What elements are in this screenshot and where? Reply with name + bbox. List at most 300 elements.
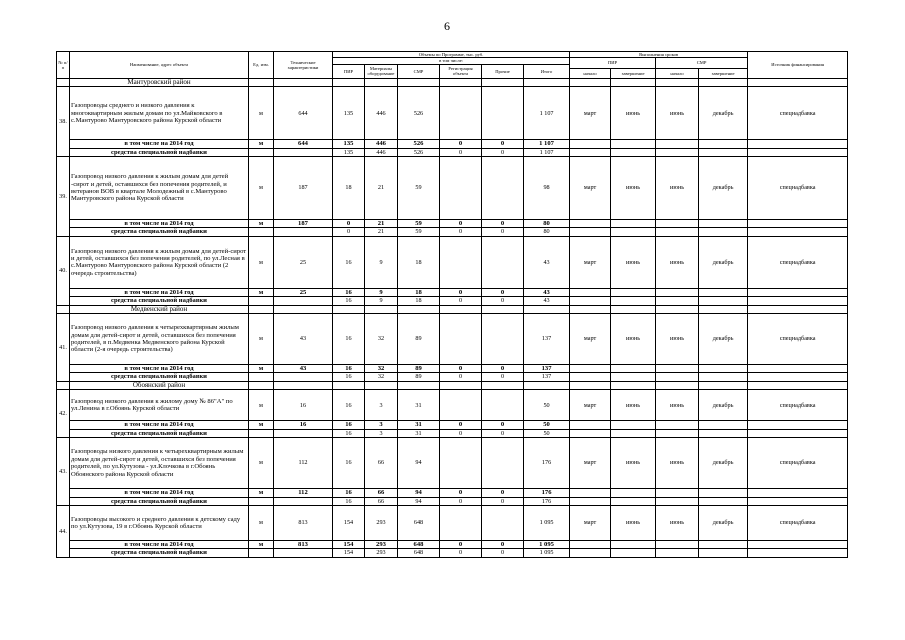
empty-cell [570,220,611,228]
registration-cell [440,236,482,288]
smr-cell: 526 [398,148,440,156]
materials-cell: 21 [365,157,398,220]
subtotal-year-row [57,140,848,148]
header-total: Итого [524,64,570,78]
pir-start-cell: март [570,505,611,540]
empty-cell [656,228,699,236]
pir-end-cell: июнь [611,236,656,288]
total-cell: 43 [524,236,570,288]
subtotal-year-row [57,421,848,429]
empty-cell [398,305,440,313]
other-cell: 0 [482,365,524,373]
registration-cell: 0 [440,549,482,557]
smr-cell: 18 [398,297,440,305]
empty-cell [611,148,656,156]
total-cell: 176 [524,438,570,489]
other-cell: 0 [482,140,524,148]
empty-cell [365,305,398,313]
subtotal-year-label: в том числе на 2014 год [70,489,249,497]
other-cell [482,438,524,489]
special-surcharge-label: средства специальной надбавки [70,228,249,236]
tech-cell: 43 [274,365,333,373]
empty-cell [748,497,848,505]
tech-cell: 644 [274,140,333,148]
empty-cell [699,429,748,437]
materials-cell: 293 [365,549,398,557]
empty-cell [611,373,656,381]
subtotal-year-row [57,365,848,373]
empty-cell [611,549,656,557]
source-cell: спецнадбавка [748,505,848,540]
source-cell: спецнадбавка [748,438,848,489]
district-name: Медвенский район [70,305,249,313]
smr-cell: 59 [398,157,440,220]
header-incl: в том числе: [333,58,570,64]
source-cell: спецнадбавка [748,87,848,140]
empty-cell [611,429,656,437]
total-cell: 1 095 [524,505,570,540]
materials-cell: 9 [365,288,398,296]
pir-cell: 16 [333,489,365,497]
header-gas-reg: Регистрация объекта [440,64,482,78]
empty-cell [699,421,748,429]
subtotal-year-label: в том числе на 2014 год [70,220,249,228]
empty-cell [570,78,611,86]
empty-cell [570,489,611,497]
empty-cell [611,288,656,296]
empty-cell [748,373,848,381]
materials-cell: 21 [365,220,398,228]
materials-cell: 3 [365,429,398,437]
empty-cell [274,228,333,236]
other-cell: 0 [482,288,524,296]
special-surcharge-label: средства специальной надбавки [70,297,249,305]
other-cell: 0 [482,228,524,236]
empty-cell [748,305,848,313]
special-surcharge-row [57,148,848,156]
unit-cell: м [249,438,274,489]
empty-cell [274,497,333,505]
row-number: 43. [57,438,70,506]
smr-cell: 89 [398,365,440,373]
header-pir-short: ПИР [570,58,656,68]
materials-cell: 21 [365,228,398,236]
other-cell [482,157,524,220]
pir-start-cell: март [570,157,611,220]
empty-cell [611,297,656,305]
other-cell: 0 [482,489,524,497]
unit-cell: м [249,87,274,140]
other-cell: 0 [482,373,524,381]
materials-cell: 446 [365,140,398,148]
empty-cell [440,381,482,389]
registration-cell: 0 [440,365,482,373]
unit-cell: м [249,140,274,148]
table-row [57,505,848,540]
row-number: 42. [57,390,70,438]
empty-cell [570,549,611,557]
registration-cell: 0 [440,220,482,228]
empty-cell [249,373,274,381]
empty-cell [748,365,848,373]
empty-cell [656,140,699,148]
row-number: 38. [57,87,70,157]
empty-cell [440,78,482,86]
tech-cell: 112 [274,489,333,497]
registration-cell: 0 [440,288,482,296]
empty-cell [524,305,570,313]
tech-cell: 187 [274,157,333,220]
special-surcharge-label: средства специальной надбавки [70,549,249,557]
empty-cell [656,305,699,313]
other-cell: 0 [482,497,524,505]
pir-start-cell: март [570,438,611,489]
empty-cell [748,297,848,305]
pir-cell: 0 [333,220,365,228]
total-cell: 1 095 [524,549,570,557]
materials-cell: 3 [365,390,398,421]
subtotal-year-label: в том числе на 2014 год [70,421,249,429]
empty-cell [482,381,524,389]
empty-cell [611,489,656,497]
empty-cell [570,297,611,305]
header-end-2: завершение [699,68,748,78]
registration-cell: 0 [440,421,482,429]
unit-cell: м [249,314,274,365]
materials-cell: 3 [365,421,398,429]
empty-cell [748,228,848,236]
total-cell: 137 [524,365,570,373]
unit-cell: м [249,390,274,421]
empty-cell [570,365,611,373]
header-smr: СМР [398,64,440,78]
registration-cell: 0 [440,228,482,236]
subtotal-year-row [57,288,848,296]
row-number: 39. [57,157,70,237]
empty-cell [699,540,748,548]
empty-cell [482,305,524,313]
empty-cell [748,140,848,148]
pir-cell: 16 [333,297,365,305]
empty-cell [274,373,333,381]
empty-cell [656,78,699,86]
smr-cell: 59 [398,228,440,236]
empty-cell [482,78,524,86]
empty-cell [365,381,398,389]
empty-cell [748,288,848,296]
smr-cell: 18 [398,288,440,296]
tech-cell: 16 [274,390,333,421]
empty-cell [570,373,611,381]
other-cell: 0 [482,421,524,429]
empty-cell [398,381,440,389]
empty-cell [699,140,748,148]
smr-end-cell: декабрь [699,157,748,220]
smr-cell: 18 [398,236,440,288]
materials-cell: 293 [365,540,398,548]
registration-cell: 0 [440,497,482,505]
pir-cell: 16 [333,236,365,288]
smr-start-cell: июнь [656,505,699,540]
empty-cell [249,429,274,437]
smr-end-cell: декабрь [699,438,748,489]
pir-cell: 154 [333,505,365,540]
object-name: Газопровод низкого давления к жилым домам для детей -сирот и детей, оставшихся без попечения родителей, и ветеранов ВОВ в квартале Молодежный в с.Мантурово Мантуровского района Курской области [70,157,249,220]
registration-cell: 0 [440,373,482,381]
total-cell: 1 107 [524,140,570,148]
total-cell: 80 [524,228,570,236]
empty-cell [656,288,699,296]
object-name: Газопровод низкого давления к жилому дому № 86"А" по ул.Ленина в г.Обоянь Курской области [70,390,249,421]
pir-cell: 0 [333,228,365,236]
smr-start-cell: июнь [656,438,699,489]
empty-cell [699,297,748,305]
table-row [57,438,848,489]
table-row [57,87,848,140]
source-cell: спецнадбавка [748,236,848,288]
smr-cell: 526 [398,87,440,140]
pir-end-cell: июнь [611,438,656,489]
empty-cell [699,288,748,296]
other-cell: 0 [482,220,524,228]
total-cell: 176 [524,489,570,497]
header-start: начало [570,68,611,78]
registration-cell: 0 [440,489,482,497]
pir-cell: 16 [333,365,365,373]
total-cell: 1 095 [524,540,570,548]
empty-cell [748,220,848,228]
total-cell: 137 [524,314,570,365]
empty-cell [748,148,848,156]
empty-cell [249,78,274,86]
empty-cell [570,305,611,313]
pir-end-cell: июнь [611,157,656,220]
pir-end-cell: июнь [611,87,656,140]
row-number: 44. [57,505,70,557]
empty-cell [699,365,748,373]
header-num: № п/п [57,52,70,79]
unit-cell: м [249,288,274,296]
smr-cell: 31 [398,421,440,429]
pir-cell: 16 [333,429,365,437]
empty-cell [249,549,274,557]
unit-cell: м [249,157,274,220]
unit-cell: м [249,421,274,429]
total-cell: 80 [524,220,570,228]
table-row [57,157,848,220]
other-cell: 0 [482,297,524,305]
smr-cell: 31 [398,390,440,421]
smr-cell: 59 [398,220,440,228]
empty-cell [274,549,333,557]
empty-cell [656,489,699,497]
subtotal-year-row [57,220,848,228]
empty-cell [570,429,611,437]
district-row [57,381,848,389]
empty-cell [699,381,748,389]
empty-cell [656,297,699,305]
header-deadlines: Выполнения сроков [570,52,748,58]
smr-cell: 648 [398,540,440,548]
materials-cell: 446 [365,87,398,140]
empty-cell [748,540,848,548]
empty-cell [570,540,611,548]
unit-cell: м [249,489,274,497]
empty-cell [274,305,333,313]
other-cell [482,505,524,540]
empty-cell [524,78,570,86]
smr-cell: 89 [398,373,440,381]
empty-cell [656,365,699,373]
registration-cell [440,157,482,220]
materials-cell: 9 [365,236,398,288]
empty-cell [249,228,274,236]
pir-cell: 16 [333,288,365,296]
special-surcharge-label: средства специальной надбавки [70,373,249,381]
empty-cell [748,381,848,389]
pir-start-cell: март [570,314,611,365]
empty-cell [333,305,365,313]
empty-cell [748,489,848,497]
other-cell [482,314,524,365]
registration-cell [440,390,482,421]
empty-cell [570,381,611,389]
registration-cell [440,505,482,540]
empty-cell [699,220,748,228]
empty-cell [57,305,70,313]
smr-end-cell: декабрь [699,390,748,421]
smr-cell: 94 [398,438,440,489]
smr-cell: 94 [398,489,440,497]
other-cell: 0 [482,549,524,557]
special-surcharge-label: средства специальной надбавки [70,148,249,156]
unit-cell: м [249,220,274,228]
pir-cell: 154 [333,540,365,548]
materials-cell: 32 [365,373,398,381]
header-start-2: начало [656,68,699,78]
special-surcharge-row [57,549,848,557]
empty-cell [249,297,274,305]
empty-cell [570,148,611,156]
row-number: 41. [57,314,70,382]
empty-cell [249,305,274,313]
empty-cell [333,78,365,86]
total-cell: 50 [524,421,570,429]
table-row [57,236,848,288]
smr-cell: 31 [398,429,440,437]
empty-cell [611,228,656,236]
program-table [56,51,848,558]
empty-cell [570,228,611,236]
empty-cell [570,421,611,429]
empty-cell [699,305,748,313]
empty-cell [274,148,333,156]
smr-start-cell: июнь [656,157,699,220]
empty-cell [57,381,70,389]
source-cell: спецнадбавка [748,314,848,365]
header-pir: ПИР [333,64,365,78]
pir-cell: 135 [333,140,365,148]
registration-cell: 0 [440,540,482,548]
empty-cell [398,78,440,86]
total-cell: 98 [524,157,570,220]
total-cell: 176 [524,497,570,505]
smr-end-cell: декабрь [699,236,748,288]
empty-cell [365,78,398,86]
empty-cell [699,148,748,156]
special-surcharge-label: средства специальной надбавки [70,429,249,437]
materials-cell: 66 [365,497,398,505]
table-body [57,78,848,557]
header-unit: Ед. изм. [249,52,274,79]
materials-cell: 32 [365,314,398,365]
subtotal-year-label: в том числе на 2014 год [70,540,249,548]
empty-cell [699,489,748,497]
empty-cell [570,497,611,505]
tech-cell: 112 [274,438,333,489]
materials-cell: 9 [365,297,398,305]
tech-cell: 813 [274,505,333,540]
header-name: Наименование, адрес объекта [70,52,249,79]
empty-cell [699,549,748,557]
other-cell: 0 [482,429,524,437]
smr-cell: 94 [398,497,440,505]
empty-cell [611,381,656,389]
other-cell [482,236,524,288]
tech-cell: 25 [274,236,333,288]
smr-start-cell: июнь [656,236,699,288]
empty-cell [656,220,699,228]
empty-cell [656,429,699,437]
tech-cell: 43 [274,314,333,365]
subtotal-year-label: в том числе на 2014 год [70,140,249,148]
object-name: Газопроводы низкого давления к четырехквартирным жилым домам для детей-сирот и детей, оставшихся без попечения родителей, по ул.Кутузова - ул.Клочкова в г.Обоянь Обоянского района Курской области [70,438,249,489]
total-cell: 50 [524,390,570,421]
subtotal-year-row [57,489,848,497]
smr-end-cell: декабрь [699,87,748,140]
empty-cell [570,288,611,296]
pir-start-cell: март [570,236,611,288]
empty-cell [699,373,748,381]
total-cell: 50 [524,429,570,437]
empty-cell [748,421,848,429]
pir-cell: 16 [333,421,365,429]
empty-cell [274,381,333,389]
header-end: завершение [611,68,656,78]
materials-cell: 446 [365,148,398,156]
empty-cell [611,421,656,429]
empty-cell [333,381,365,389]
empty-cell [249,148,274,156]
special-surcharge-row [57,429,848,437]
total-cell: 43 [524,297,570,305]
empty-cell [748,78,848,86]
smr-cell: 648 [398,549,440,557]
materials-cell: 32 [365,365,398,373]
materials-cell: 293 [365,505,398,540]
other-cell [482,87,524,140]
subtotal-year-label: в том числе на 2014 год [70,288,249,296]
pir-end-cell: июнь [611,390,656,421]
materials-cell: 66 [365,489,398,497]
subtotal-year-label: в том числе на 2014 год [70,365,249,373]
district-name: Обоянский район [70,381,249,389]
registration-cell [440,87,482,140]
empty-cell [524,381,570,389]
empty-cell [611,305,656,313]
pir-cell: 18 [333,157,365,220]
source-cell: спецнадбавка [748,157,848,220]
